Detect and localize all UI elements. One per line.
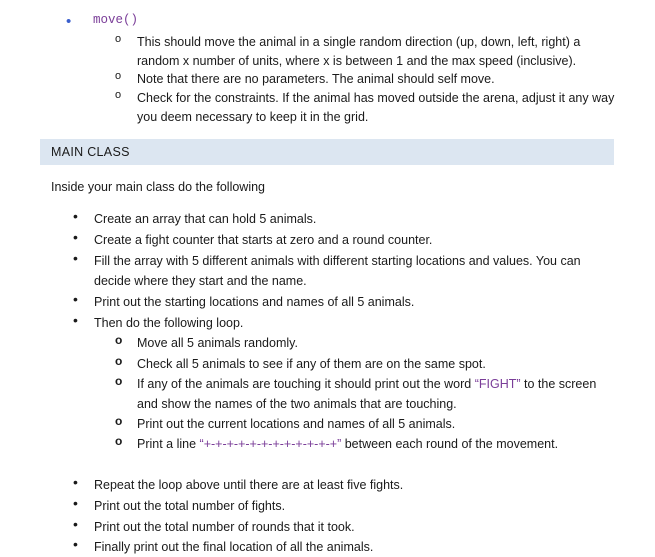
- step-item: [73, 313, 603, 333]
- bullet-icon: •: [73, 229, 78, 245]
- bullet-icon: •: [66, 13, 72, 30]
- step-item: [73, 475, 603, 495]
- circle-bullet-icon: o: [115, 414, 123, 428]
- bullet-icon: •: [73, 474, 78, 490]
- bullet-icon: •: [73, 208, 78, 224]
- step-item: [73, 292, 603, 312]
- loop-step-text: [137, 374, 605, 414]
- loop-step: [115, 333, 605, 353]
- circle-bullet-icon: o: [115, 33, 122, 45]
- loop-step-text: Print out the current locations and names of all 5 animals.: [137, 417, 456, 431]
- bullet-icon: •: [73, 312, 78, 328]
- section-intro: Inside your main class do the following: [51, 180, 266, 194]
- move-note-text: Note that there are no parameters. The animal should self move.: [137, 72, 495, 86]
- circle-bullet-icon: o: [115, 333, 123, 347]
- circle-bullet-icon: o: [115, 374, 123, 388]
- method-name: move(): [93, 13, 139, 27]
- step-text: Repeat the loop above until there are at least five fights.: [94, 478, 404, 492]
- loop-step: [115, 414, 605, 434]
- move-note: [115, 70, 620, 89]
- bullet-icon: •: [73, 516, 78, 532]
- step-item: [73, 251, 603, 291]
- bullet-icon: •: [73, 250, 78, 266]
- step-text: Print out the total number of fights.: [94, 499, 286, 513]
- step-text: Fill the array with 5 different animals with different starting locations and values. You can decide where they start and the name.: [94, 254, 581, 288]
- step-item: [73, 537, 603, 556]
- circle-bullet-icon: o: [115, 70, 122, 82]
- step-text: Create an array that can hold 5 animals.: [94, 212, 317, 226]
- move-note-text: Check for the constraints. If the animal has moved outside the arena, adjust it any way you deem necessary to keep it in the grid.: [137, 91, 615, 124]
- bullet-icon: •: [73, 536, 78, 552]
- touch-text-before: If any of the animals are touching it should print out the word: [137, 377, 475, 391]
- loop-step: [115, 354, 605, 374]
- loop-step: [115, 374, 605, 414]
- loop-step: [115, 434, 605, 474]
- bullet-icon: •: [73, 291, 78, 307]
- section-banner: [40, 139, 614, 165]
- step-text: Print out the total number of rounds that it took.: [94, 520, 355, 534]
- bullet-icon: •: [73, 495, 78, 511]
- loop-step-text: Move all 5 animals randomly.: [137, 336, 298, 350]
- line-text-after: between each round of the movement.: [341, 437, 559, 451]
- circle-bullet-icon: o: [115, 354, 123, 368]
- separator-line-code: “+-+-+-+-+-+-+-+-+-+-+-+”: [199, 437, 342, 451]
- step-item: [73, 496, 603, 516]
- move-note: [115, 89, 620, 127]
- touch-text-after: to the screen and show the names of the two animals that are touching.: [137, 377, 597, 411]
- line-text-before: Print a line: [137, 437, 200, 451]
- loop-step-text: [137, 434, 605, 454]
- circle-bullet-icon: o: [115, 89, 122, 101]
- step-text: Then do the following loop.: [94, 316, 244, 330]
- section-title: MAIN CLASS: [51, 145, 130, 159]
- step-item: [73, 230, 603, 250]
- fight-keyword: “FIGHT”: [474, 377, 521, 391]
- move-note-text: This should move the animal in a single random direction (up, down, left, right) a random x number of units, where x is between 1 and the max speed (inclusive).: [137, 35, 581, 68]
- step-item: [73, 517, 603, 537]
- step-text: Print out the starting locations and names of all 5 animals.: [94, 295, 415, 309]
- step-item: [73, 209, 603, 229]
- circle-bullet-icon: o: [115, 434, 123, 448]
- loop-step-text: Check all 5 animals to see if any of them are on the same spot.: [137, 357, 486, 371]
- step-text: Create a fight counter that starts at zero and a round counter.: [94, 233, 433, 247]
- step-text: Finally print out the final location of all the animals.: [94, 540, 374, 554]
- move-note: [115, 33, 620, 71]
